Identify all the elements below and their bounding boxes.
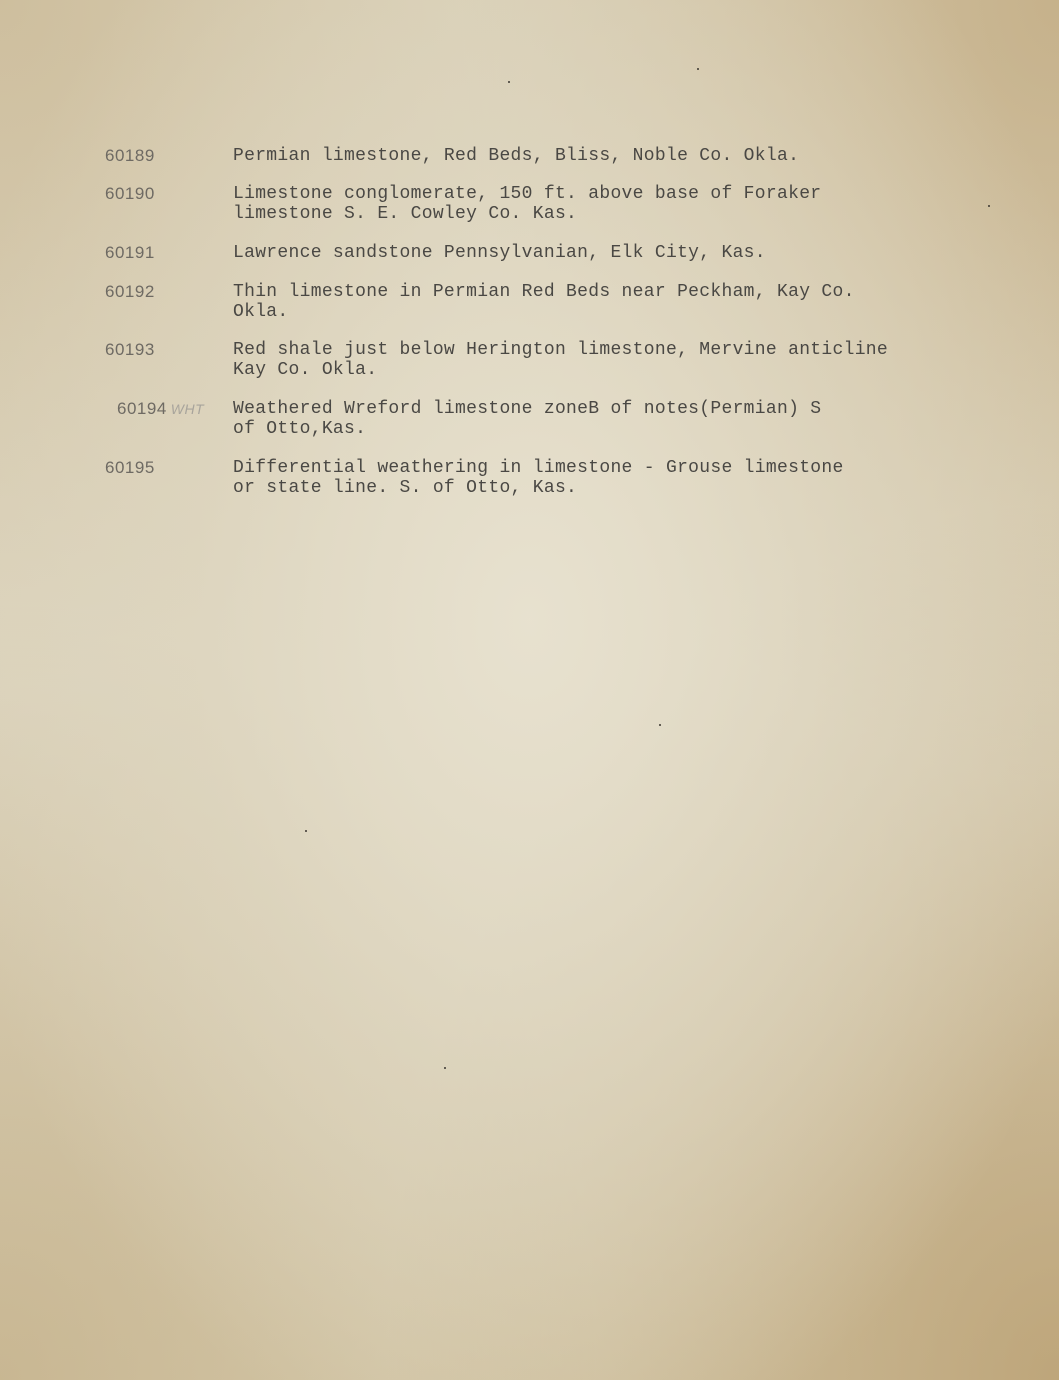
catalog-number: 60192 [105,282,155,301]
paper-speck [659,724,661,726]
paper-speck [444,1067,446,1069]
paper-speck [988,205,990,207]
catalog-number: 60191 [105,243,155,262]
description [233,458,953,498]
description-line: Weathered Wreford limestone zoneB of notes(Permian) S [233,399,822,419]
description-line: Permian limestone, Red Beds, Bliss, Noble Co. Okla. [233,146,800,166]
description [233,282,953,322]
description [233,340,953,380]
description-line: Thin limestone in Permian Red Beds near Peckham, Kay Co. [233,282,855,302]
description-line: Okla. [233,302,289,322]
paper-speck [697,68,699,70]
catalog-number: 60194 WHT [117,399,205,418]
description [233,243,953,263]
catalog-number: 60195 [105,458,155,477]
catalog-number: 60189 [105,146,155,165]
paper-speck [508,81,510,83]
description [233,399,953,439]
description [233,184,953,224]
description-line: Differential weathering in limestone - Grouse limestone [233,458,844,478]
description-line: limestone S. E. Cowley Co. Kas. [233,204,578,224]
description-line: Lawrence sandstone Pennsylvanian, Elk City, Kas. [233,243,766,263]
description-line: or state line. S. of Otto, Kas. [233,478,578,498]
paper-speck [305,830,307,832]
description [233,146,953,166]
handwritten-annotation: WHT [170,401,205,417]
catalog-number: 60190 [105,184,155,203]
description-line: of Otto,Kas. [233,419,367,439]
description-line: Kay Co. Okla. [233,360,378,380]
catalog-number: 60193 [105,340,155,359]
description-line: Limestone conglomerate, 150 ft. above base of Foraker [233,184,822,204]
description-line: Red shale just below Herington limestone, Mervine anticline [233,340,889,360]
